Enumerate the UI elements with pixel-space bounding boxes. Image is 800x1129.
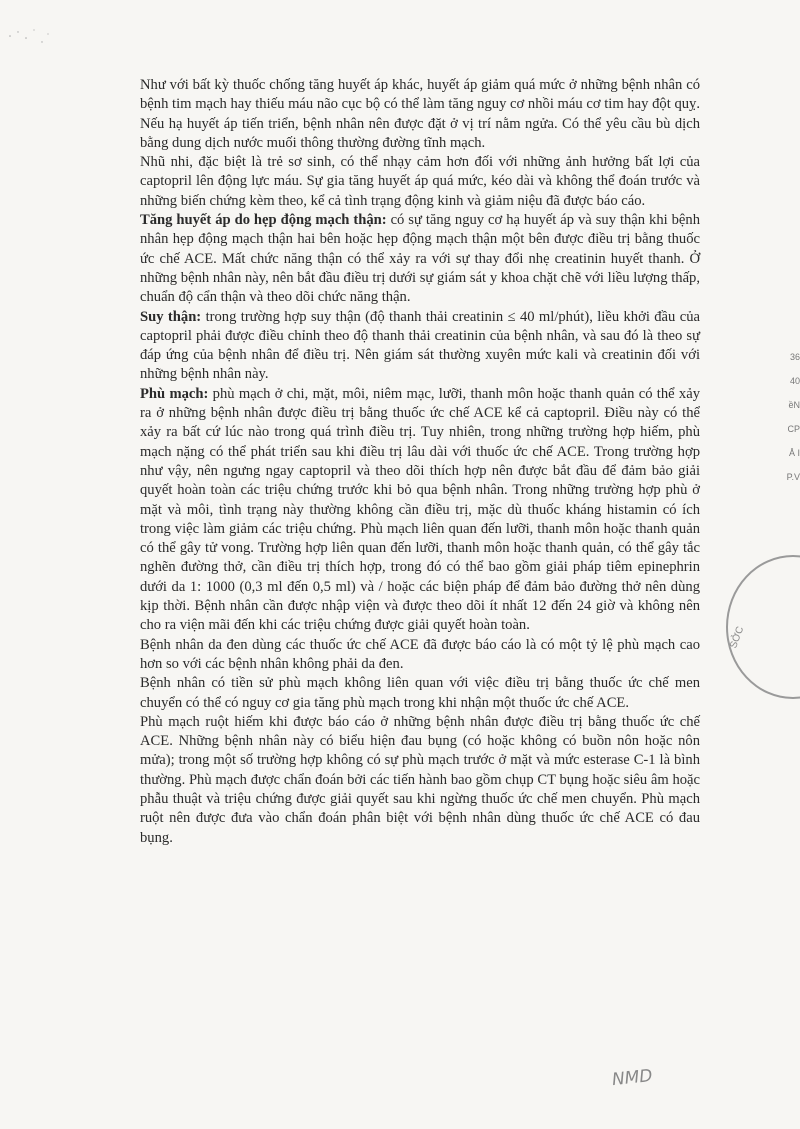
paragraph-intestinal: Phù mạch ruột hiếm khi được báo cáo ở những bệnh nhân được điều trị bằng thuốc ức chế ACE. Những bệnh nhân này có biểu hiện đau bụng (có hoặc không có buồn nôn hoặc nôn mửa); trong một số trường hợp không có sự phù mạch trước ở mặt và mức esterase C-1 là bình thường. Phù mạch được chẩn đoán bởi các tiến hành bao gồm chụp CT bụng hoặc siêu âm hoặc phẫu thuật và triệu chứng được giải quyết sau khi ngừng thuốc ức chế men chuyển. Phù mạch ruột nên được đưa vào chẩn đoán phân biệt với bệnh nhân dùng thuốc ức chế ACE có đau bụng. bbox=[140, 713, 700, 846]
paragraph-infants: Nhũ nhi, đặc biệt là trẻ sơ sinh, có thể nhạy cảm hơn đối với những ảnh hưởng bất lợi của captopril lên động lực máu. Sự gia tăng huyết áp quá mức, kéo dài và không thể đoán trước và những biến chứng kèm theo, kể cả tình trạng động kinh và giảm niệu đã được báo cáo. bbox=[140, 154, 700, 209]
margin-edge-marks: 36 40 ềN CP Å I P.V bbox=[786, 352, 800, 482]
paragraph-history: Bệnh nhân có tiền sử phù mạch không liên quan với việc điều trị bằng thuốc ức chế men chuyển có thể có nguy cơ gia tăng phù mạch trong khi nhận một thuốc ức chế ACE. bbox=[140, 675, 700, 711]
heading-renal-failure: Suy thận: bbox=[140, 308, 202, 325]
scan-specks bbox=[4, 22, 54, 52]
paragraph-black-patients: Bệnh nhân da đen dùng các thuốc ức chế ACE đã được báo cáo là có một tỷ lệ phù mạch cao hơn so với các bệnh nhân không phải da đen. bbox=[140, 636, 700, 672]
paragraph-renovascular: Tăng huyết áp do hẹp động mạch thận: có sự tăng nguy cơ hạ huyết áp và suy thận khi bệnh nhân hẹp động mạch thận hai bên hoặc hẹp động mạch thận một bên được điều trị bằng thuốc ức chế ACE. Mất chức năng thận có thể xảy ra với sự thay đổi nhẹ creatinin huyết thanh. Ở những bệnh nhân này, nên bắt đầu điều trị dưới sự giám sát y khoa chặt chẽ với liều lượng thấp, chuẩn độ cẩn thận và theo dõi chức năng thận. bbox=[140, 212, 700, 306]
stamp-seal-text: SỞC bbox=[727, 625, 746, 650]
paragraph-hypotension: Như với bất kỳ thuốc chống tăng huyết áp khác, huyết áp giảm quá mức ở những bệnh nhân có bệnh tim mạch hay thiếu máu não cục bộ có thể làm tăng nguy cơ nhồi máu cơ tim hay đột quỵ. Nếu hạ huyết áp tiến triển, bệnh nhân nên được đặt ở vị trí nằm ngửa. Có thể yêu cầu bù dịch bằng dung dịch nước muối thông thường đường tĩnh mạch. bbox=[140, 77, 700, 151]
heading-angioedema: Phù mạch: bbox=[140, 385, 209, 402]
document-body bbox=[140, 76, 700, 848]
paragraph-angioedema: Phù mạch: phù mạch ở chi, mặt, môi, niêm mạc, lưỡi, thanh môn hoặc thanh quản có thể xảy ra ở những bệnh nhân được điều trị bằng thuốc ức chế ACE kể cả captopril. Điều này có thể xảy ra bất cứ lúc nào trong quá trình điều trị. Tuy nhiên, trong những trường hợp hiếm, phù mạch nặng có thể phát triển sau khi điều trị lâu dài với thuốc ức chế ACE. Trong trường hợp như vậy, nên ngưng ngay captopril và theo dõi thích hợp nên được bắt đầu để đảm bảo giải quyết hoàn toàn các triệu chứng trước khi bỏ qua bệnh nhân. Trong những trường hợp phù ở mặt và môi, tình trạng này thường không cần điều trị, mặc dù thuốc kháng histamin có ích trong việc làm giảm các triệu chứng. Phù mạch liên quan đến lưỡi, thanh môn hoặc thanh quản có thể gây tử vong. Trường hợp liên quan đến lưỡi, thanh môn hoặc thanh quản, có thể gây tắc nghẽn đường thở, cần điều trị thích hợp, trong đó có thể bao gồm giải pháp tiêm epinephrin dưới da 1: 1000 (0,3 ml đến 0,5 ml) và / hoặc các biện pháp để đảm bảo đường thở nên dùng kịp thời. Bệnh nhân cần được nhập viện và được theo dõi ít nhất 12 đến 24 giờ và không nên cho ra viện mãi đến khi các triệu chứng được giải quyết hoàn toàn. bbox=[140, 385, 700, 634]
heading-renovascular: Tăng huyết áp do hẹp động mạch thận: bbox=[140, 212, 387, 229]
handwritten-signature: NMD bbox=[611, 1065, 654, 1091]
paragraph-renal-failure: Suy thận: trong trường hợp suy thận (độ thanh thải creatinin ≤ 40 ml/phút), liều khởi đầu của captopril phải được điều chỉnh theo độ thanh thải creatinin của bệnh nhân, và sau đó là theo sự đáp ứng của bệnh nhân để điều trị. Nên giám sát thường xuyên mức kali và creatinin đối với những bệnh nhân này. bbox=[140, 308, 700, 383]
